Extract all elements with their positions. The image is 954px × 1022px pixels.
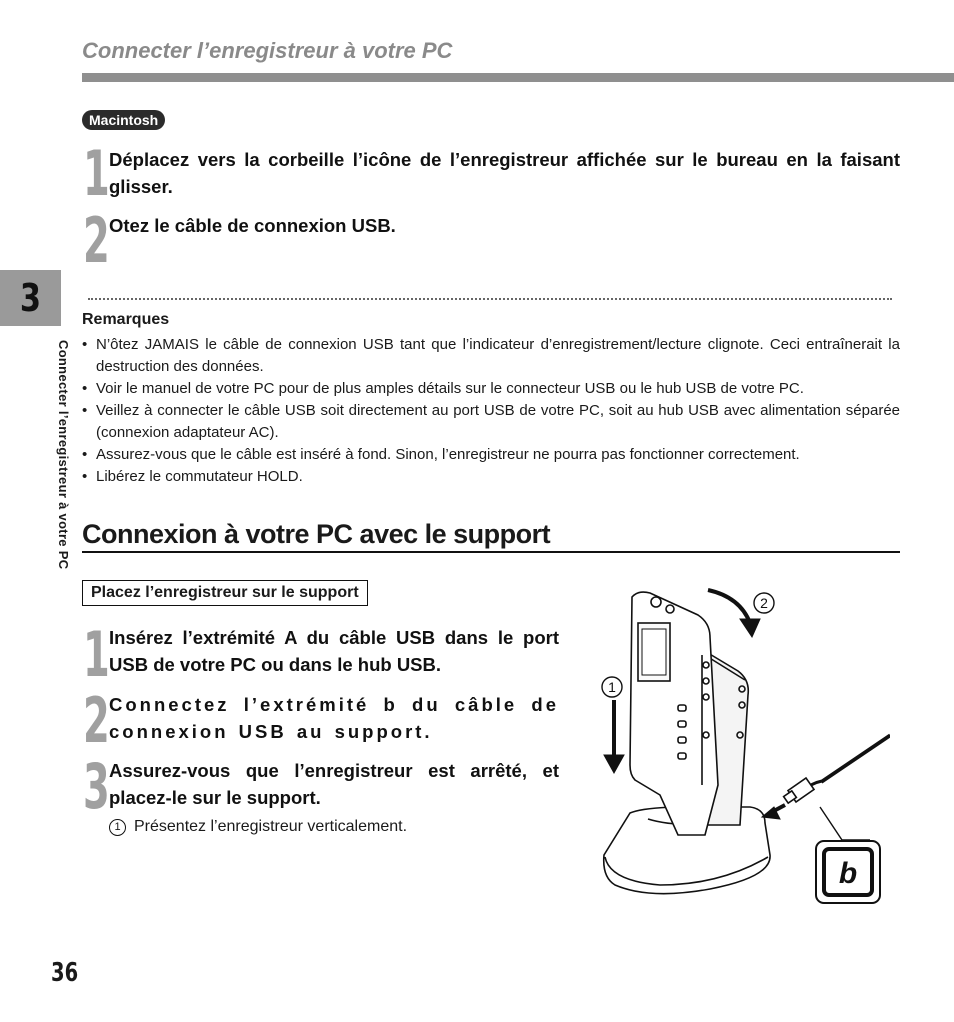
page-number: 36 [51,958,79,988]
header-title: Connecter l’enregistreur à votre PC [82,38,453,63]
recorder-cradle-illustration [590,585,890,920]
substep-text: Présentez l’enregistreur verticalement. [134,818,408,835]
svg-text:b: b [838,857,858,890]
section-rule [82,551,900,553]
step-number: 2 [83,684,110,757]
note-item: • Veillez à connecter le câble USB soit directement au port USB de votre PC, soit au hub USB avec alimentation séparée (connexion adaptateur AC). [82,400,900,444]
step-text: Assurez-vous que l’enregistreur est arrêté, et placez-le sur le support. [109,760,559,808]
svg-text:1: 1 [608,679,616,695]
step-number: 1 [83,137,110,210]
step-text: Otez le câble de connexion USB. [109,215,396,236]
dotted-separator [88,298,892,300]
side-chapter-label: Connecter l’enregistreur à votre PC [56,340,71,570]
section-title: Connexion à votre PC avec le support [82,519,551,549]
svg-text:2: 2 [760,595,768,611]
step-text: Déplacez vers la corbeille l’icône de l’enregistreur affichée sur le bureau en la faisant glisser. [109,149,900,197]
header-bar [82,73,954,82]
macintosh-badge: Macintosh [82,110,165,130]
note-item: • Libérez le commutateur HOLD. [82,466,900,488]
connector-b-icon [816,841,880,903]
substep [109,818,407,836]
boxed-label: Placez l’enregistreur sur le support [82,580,368,606]
step-number: 2 [83,204,110,277]
step-text: Connectez l’extrémité b du câble de connexion USB au support. [109,694,559,742]
note-item: • N’ôtez JAMAIS le câble de connexion USB tant que l’indicateur d’enregistrement/lecture clignote. Ceci entraînerait la destruction des données. [82,334,900,378]
circled-marker: 1 [109,819,126,836]
notes-list [82,334,900,488]
step-number: 3 [83,750,110,823]
note-item: • Assurez-vous que le câble est inséré à fond. Sinon, l’enregistreur ne pourra pas fonctionner correctement. [82,444,900,466]
callout-2 [754,593,774,613]
chapter-number: 3 [19,276,42,320]
step-number: 1 [83,618,110,691]
callout-1 [602,677,622,697]
step-text: Insérez l’extrémité A du câble USB dans le port USB de votre PC ou dans le hub USB. [109,627,559,675]
notes-title: Remarques [82,311,170,328]
note-item: • Voir le manuel de votre PC pour de plus amples détails sur le connecteur USB ou le hub USB de votre PC. [82,378,900,400]
